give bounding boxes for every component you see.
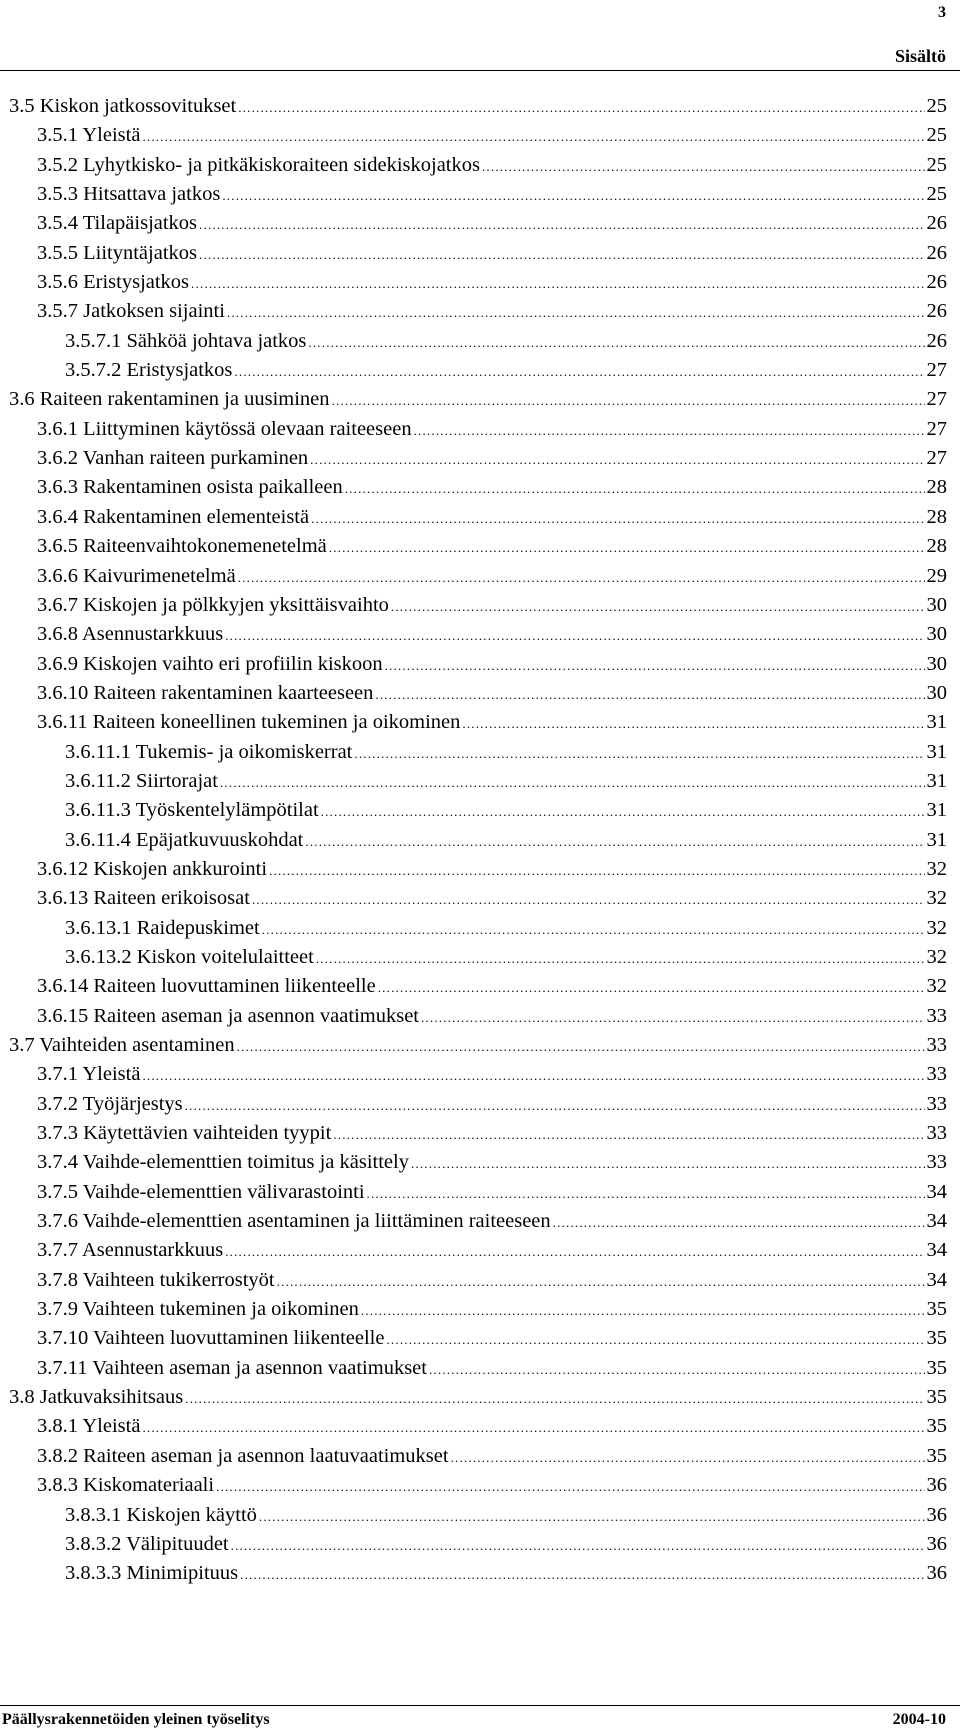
toc-entry-line bbox=[37, 503, 947, 533]
dot-leader bbox=[305, 827, 924, 856]
toc-entry-page: 30 bbox=[926, 681, 947, 704]
toc-entry-line bbox=[37, 1119, 947, 1149]
dot-leader bbox=[142, 1061, 924, 1090]
toc-entry[interactable] bbox=[0, 209, 960, 238]
dot-leader bbox=[345, 474, 925, 503]
dot-leader bbox=[234, 357, 924, 386]
toc-entry[interactable] bbox=[0, 356, 960, 385]
toc-entry-page: 30 bbox=[926, 593, 947, 616]
dot-leader bbox=[199, 240, 925, 269]
toc-entry-title: 3.8.2 Raiteen aseman ja asennon laatuvaatimukset bbox=[37, 1442, 449, 1471]
dot-leader bbox=[310, 445, 924, 474]
toc-entry-title: 3.6.12 Kiskojen ankkurointi bbox=[37, 855, 267, 884]
toc-entry-page: 32 bbox=[926, 857, 947, 880]
dot-leader bbox=[333, 1120, 924, 1149]
toc-entry-title: 3.7.7 Asennustarkkuus bbox=[37, 1236, 223, 1265]
toc-entry[interactable] bbox=[0, 415, 960, 444]
toc-entry-line bbox=[37, 415, 947, 445]
toc-entry[interactable] bbox=[0, 855, 960, 884]
dot-leader bbox=[316, 944, 925, 973]
dot-leader bbox=[142, 1413, 924, 1442]
toc-entry[interactable] bbox=[0, 767, 960, 796]
toc-entry-line bbox=[9, 1383, 947, 1413]
toc-entry-title: 3.7.3 Käytettävien vaihteiden tyypit bbox=[37, 1119, 331, 1148]
toc-entry-page: 30 bbox=[926, 652, 947, 675]
toc-entry[interactable] bbox=[0, 1471, 960, 1500]
section-title: Sisältö bbox=[894, 46, 946, 66]
toc-entry-title: 3.6.13 Raiteen erikoisosat bbox=[37, 884, 250, 913]
toc-entry-line bbox=[37, 1148, 947, 1178]
toc-entry-title: 3.8.1 Yleistä bbox=[37, 1412, 140, 1441]
toc-entry-line bbox=[37, 180, 947, 210]
toc-entry-title: 3.6.10 Raiteen rakentaminen kaarteeseen bbox=[37, 679, 373, 708]
toc-entry-line bbox=[9, 1031, 947, 1061]
toc-entry-page: 33 bbox=[926, 1151, 947, 1174]
toc-entry[interactable] bbox=[0, 1412, 960, 1441]
toc-entry-line bbox=[37, 650, 947, 680]
toc-entry-line bbox=[9, 92, 947, 122]
toc-entry-title: 3.5.7.2 Eristysjatkos bbox=[65, 356, 232, 385]
toc-entry-title: 3.7.11 Vaihteen aseman ja asennon vaatimukset bbox=[37, 1354, 427, 1383]
dot-leader bbox=[238, 563, 925, 592]
toc-entry-title: 3.7.9 Vaihteen tukeminen ja oikominen bbox=[37, 1295, 359, 1324]
toc-entry-page: 36 bbox=[926, 1503, 947, 1526]
toc-entry-line bbox=[37, 884, 947, 914]
toc-entry[interactable] bbox=[0, 884, 960, 913]
toc-entry-title: 3.5.7 Jatkoksen sijainti bbox=[37, 297, 225, 326]
toc-entry-page: 26 bbox=[926, 271, 947, 294]
toc-entry-title: 3.6.4 Rakentaminen elementeistä bbox=[37, 503, 309, 532]
dot-leader bbox=[225, 1237, 924, 1266]
toc-entry-page: 31 bbox=[926, 769, 947, 792]
toc-entry-title: 3.6.8 Asennustarkkuus bbox=[37, 620, 223, 649]
toc-entry-line bbox=[37, 239, 947, 269]
toc-entry-line bbox=[37, 562, 947, 592]
dot-leader bbox=[238, 93, 924, 122]
dot-leader bbox=[269, 856, 924, 885]
toc-entry-page: 30 bbox=[926, 623, 947, 646]
toc-entry-line bbox=[37, 151, 947, 181]
toc-entry-page: 35 bbox=[926, 1356, 947, 1379]
toc-entry-line bbox=[37, 1060, 947, 1090]
toc-entry-page: 28 bbox=[926, 476, 947, 499]
toc-entry-title: 3.6.6 Kaivurimenetelmä bbox=[37, 562, 236, 591]
toc-entry[interactable] bbox=[0, 1236, 960, 1265]
toc-entry-line bbox=[37, 1178, 947, 1208]
toc-entry-line bbox=[37, 1236, 947, 1266]
toc-entry[interactable] bbox=[0, 943, 960, 972]
toc-entry-line bbox=[37, 1324, 947, 1354]
toc-entry-title: 3.6.11.2 Siirtorajat bbox=[65, 767, 218, 796]
toc-entry[interactable] bbox=[0, 1207, 960, 1236]
dot-leader bbox=[385, 651, 925, 680]
toc-entry[interactable] bbox=[0, 1031, 960, 1060]
dot-leader bbox=[225, 621, 924, 650]
toc-entry-title: 3.5.6 Eristysjatkos bbox=[37, 268, 189, 297]
toc-entry-line bbox=[37, 297, 947, 327]
toc-entry[interactable] bbox=[0, 121, 960, 150]
toc-entry-title: 3.7.6 Vaihde-elementtien asentaminen ja liittäminen raiteeseen bbox=[37, 1207, 551, 1236]
dot-leader bbox=[222, 181, 924, 210]
dot-leader bbox=[429, 1355, 925, 1384]
toc-entry-page: 28 bbox=[926, 535, 947, 558]
toc-entry[interactable] bbox=[0, 796, 960, 825]
toc-entry-page: 27 bbox=[926, 388, 947, 411]
toc-entry-page: 34 bbox=[926, 1210, 947, 1233]
toc-entry[interactable] bbox=[0, 1148, 960, 1177]
toc-entry-page: 32 bbox=[926, 887, 947, 910]
toc-entry-title: 3.6.13.2 Kiskon voitelulaitteet bbox=[65, 943, 314, 972]
toc-entry-title: 3.7.2 Työjärjestys bbox=[37, 1090, 183, 1119]
dot-leader bbox=[462, 709, 924, 738]
toc-entry-page: 26 bbox=[926, 300, 947, 323]
toc-entry[interactable] bbox=[0, 1002, 960, 1031]
toc-entry-line bbox=[9, 385, 947, 415]
toc-entry-page: 32 bbox=[926, 916, 947, 939]
toc-entry[interactable] bbox=[0, 1559, 960, 1588]
toc-entry[interactable] bbox=[0, 620, 960, 649]
dot-leader bbox=[329, 533, 925, 562]
dot-leader bbox=[321, 797, 925, 826]
toc-entry-page: 33 bbox=[926, 1122, 947, 1145]
toc-entry-line bbox=[37, 1471, 947, 1501]
toc-entry-page: 26 bbox=[926, 329, 947, 352]
toc-entry-page: 25 bbox=[926, 183, 947, 206]
toc-entry-title: 3.6.13.1 Raidepuskimet bbox=[65, 914, 260, 943]
toc-entry-page: 27 bbox=[926, 417, 947, 440]
dot-leader bbox=[191, 269, 924, 298]
toc-entry-title: 3.6.11.1 Tukemis- ja oikomiskerrat bbox=[65, 738, 352, 767]
toc-entry[interactable] bbox=[0, 385, 960, 414]
toc-entry-line bbox=[37, 708, 947, 738]
toc-entry[interactable] bbox=[0, 650, 960, 679]
toc-entry-title: 3.5.3 Hitsattava jatkos bbox=[37, 180, 220, 209]
dot-leader bbox=[220, 768, 925, 797]
toc-entry-page: 27 bbox=[926, 359, 947, 382]
toc-entry-page: 26 bbox=[926, 241, 947, 264]
toc-entry[interactable] bbox=[0, 1295, 960, 1324]
toc-entry[interactable] bbox=[0, 591, 960, 620]
toc-entry-title: 3.7.8 Vaihteen tukikerrostyöt bbox=[37, 1266, 275, 1295]
toc-entry-line bbox=[65, 327, 947, 357]
toc-entry[interactable] bbox=[0, 1383, 960, 1412]
toc-entry[interactable] bbox=[0, 532, 960, 561]
toc-entry-line bbox=[37, 1354, 947, 1384]
dot-leader bbox=[227, 298, 925, 327]
toc-entry-page: 36 bbox=[926, 1562, 947, 1585]
toc-entry-title: 3.5.1 Yleistä bbox=[37, 121, 140, 150]
toc-entry-title: 3.5.4 Tilapäisjatkos bbox=[37, 209, 197, 238]
toc-entry-title: 3.5.2 Lyhytkisko- ja pitkäkiskoraiteen sidekiskojatkos bbox=[37, 151, 480, 180]
toc-entry[interactable] bbox=[0, 1090, 960, 1119]
toc-entry-line bbox=[37, 473, 947, 503]
toc-entry-page: 33 bbox=[926, 1092, 947, 1115]
toc-entry-title: 3.6.5 Raiteenvaihtokonemenetelmä bbox=[37, 532, 327, 561]
toc-entry[interactable] bbox=[0, 1119, 960, 1148]
dot-leader bbox=[262, 915, 925, 944]
toc-entry[interactable] bbox=[0, 151, 960, 180]
toc-entry-page: 27 bbox=[926, 447, 947, 470]
toc-entry-page: 31 bbox=[926, 828, 947, 851]
toc-entry[interactable] bbox=[0, 1324, 960, 1353]
toc-entry-page: 34 bbox=[926, 1180, 947, 1203]
dot-leader bbox=[142, 122, 924, 151]
toc-entry-page: 35 bbox=[926, 1444, 947, 1467]
toc-entry-title: 3.7 Vaihteiden asentaminen bbox=[9, 1031, 235, 1060]
dot-leader bbox=[375, 680, 924, 709]
dot-leader bbox=[277, 1267, 925, 1296]
toc-entry-line bbox=[65, 943, 947, 973]
toc-entry-line bbox=[37, 972, 947, 1002]
toc-entry-line bbox=[37, 679, 947, 709]
toc-entry-line bbox=[37, 591, 947, 621]
toc-entry[interactable] bbox=[0, 738, 960, 767]
toc-entry-line bbox=[65, 356, 947, 386]
toc-entry-line bbox=[37, 268, 947, 298]
toc-entry-title: 3.8 Jatkuvaksihitsaus bbox=[9, 1383, 183, 1412]
toc-entry-line bbox=[65, 738, 947, 768]
toc-entry-page: 25 bbox=[926, 124, 947, 147]
toc-entry-title: 3.6.3 Rakentaminen osista paikalleen bbox=[37, 473, 343, 502]
toc-entry[interactable] bbox=[0, 1530, 960, 1559]
toc-entry-title: 3.6.11.3 Työskentelylämpötilat bbox=[65, 796, 319, 825]
toc-entry-page: 31 bbox=[926, 740, 947, 763]
toc-entry-title: 3.6.2 Vanhan raiteen purkaminen bbox=[37, 444, 308, 473]
header-divider bbox=[0, 70, 960, 71]
page-number: 3 bbox=[938, 4, 946, 21]
toc-entry[interactable] bbox=[0, 473, 960, 502]
toc-entry-page: 36 bbox=[926, 1474, 947, 1497]
toc-entry-line bbox=[37, 1207, 947, 1237]
toc-entry[interactable] bbox=[0, 708, 960, 737]
toc-entry-title: 3.6.14 Raiteen luovuttaminen liikenteelle bbox=[37, 972, 376, 1001]
dot-leader bbox=[240, 1560, 924, 1589]
toc-entry-title: 3.8.3.2 Välipituudet bbox=[65, 1530, 229, 1559]
toc-entry-line bbox=[37, 1442, 947, 1472]
toc-entry-title: 3.7.5 Vaihde-elementtien välivarastointi bbox=[37, 1178, 365, 1207]
toc-entry-title: 3.7.10 Vaihteen luovuttaminen liikenteelle bbox=[37, 1324, 384, 1353]
toc-entry[interactable] bbox=[0, 268, 960, 297]
toc-entry[interactable] bbox=[0, 679, 960, 708]
toc-entry-line bbox=[37, 1295, 947, 1325]
toc-entry-line bbox=[37, 444, 947, 474]
toc-entry[interactable] bbox=[0, 92, 960, 121]
dot-leader bbox=[231, 1531, 925, 1560]
toc-entry-page: 26 bbox=[926, 212, 947, 235]
dot-leader bbox=[311, 504, 924, 533]
toc-entry-line bbox=[37, 855, 947, 885]
table-of-contents bbox=[0, 92, 960, 1589]
toc-entry[interactable] bbox=[0, 914, 960, 943]
toc-entry-page: 29 bbox=[926, 564, 947, 587]
toc-entry-title: 3.6.7 Kiskojen ja pölkkyjen yksittäisvaihto bbox=[37, 591, 389, 620]
toc-entry-title: 3.6.11 Raiteen koneellinen tukeminen ja oikominen bbox=[37, 708, 460, 737]
toc-entry[interactable] bbox=[0, 180, 960, 209]
toc-entry[interactable] bbox=[0, 826, 960, 855]
toc-entry-page: 34 bbox=[926, 1268, 947, 1291]
dot-leader bbox=[361, 1296, 925, 1325]
toc-entry-page: 28 bbox=[926, 505, 947, 528]
toc-entry-title: 3.5 Kiskon jatkossovitukset bbox=[9, 92, 236, 121]
toc-entry-line bbox=[37, 121, 947, 151]
toc-entry-title: 3.6.9 Kiskojen vaihto eri profiilin kiskoon bbox=[37, 650, 383, 679]
dot-leader bbox=[199, 210, 924, 239]
toc-entry-line bbox=[65, 1559, 947, 1589]
dot-leader bbox=[354, 739, 924, 768]
toc-entry-line bbox=[65, 1501, 947, 1531]
toc-entry-page: 33 bbox=[926, 1063, 947, 1086]
toc-entry-page: 35 bbox=[926, 1386, 947, 1409]
dot-leader bbox=[378, 973, 925, 1002]
toc-entry[interactable] bbox=[0, 1266, 960, 1295]
toc-entry-line bbox=[37, 532, 947, 562]
toc-entry-title: 3.7.1 Yleistä bbox=[37, 1060, 140, 1089]
toc-entry[interactable] bbox=[0, 972, 960, 1001]
toc-entry[interactable] bbox=[0, 239, 960, 268]
toc-entry-page: 31 bbox=[926, 711, 947, 734]
toc-entry-title: 3.5.5 Liityntäjatkos bbox=[37, 239, 197, 268]
toc-entry[interactable] bbox=[0, 1060, 960, 1089]
toc-entry-page: 31 bbox=[926, 799, 947, 822]
toc-entry-title: 3.8.3 Kiskomateriaali bbox=[37, 1471, 214, 1500]
toc-entry-title: 3.5.7.1 Sähköä johtava jatkos bbox=[65, 327, 306, 356]
dot-leader bbox=[237, 1032, 925, 1061]
toc-entry-page: 35 bbox=[926, 1415, 947, 1438]
toc-entry-page: 35 bbox=[926, 1298, 947, 1321]
toc-entry-page: 33 bbox=[926, 1034, 947, 1056]
toc-entry-line bbox=[65, 914, 947, 944]
toc-entry-line bbox=[37, 1002, 947, 1032]
toc-entry-line bbox=[65, 826, 947, 856]
dot-leader bbox=[411, 1149, 925, 1178]
toc-entry[interactable] bbox=[0, 503, 960, 532]
toc-entry-title: 3.6.15 Raiteen aseman ja asennon vaatimukset bbox=[37, 1002, 419, 1031]
toc-entry[interactable] bbox=[0, 562, 960, 591]
dot-leader bbox=[259, 1502, 925, 1531]
toc-entry-line bbox=[37, 620, 947, 650]
toc-entry-page: 34 bbox=[926, 1239, 947, 1262]
toc-entry-page: 25 bbox=[926, 153, 947, 176]
dot-leader bbox=[367, 1179, 925, 1208]
dot-leader bbox=[482, 152, 925, 181]
document-title: Päällysrakennetöiden yleinen työselitys bbox=[2, 1711, 270, 1728]
toc-entry-line bbox=[37, 1090, 947, 1120]
toc-entry-title: 3.6.1 Liittyminen käytössä olevaan raiteeseen bbox=[37, 415, 412, 444]
dot-leader bbox=[216, 1472, 924, 1501]
toc-entry[interactable] bbox=[0, 327, 960, 356]
toc-entry-title: 3.7.4 Vaihde-elementtien toimitus ja käsittely bbox=[37, 1148, 409, 1177]
dot-leader bbox=[451, 1443, 925, 1472]
toc-entry-title: 3.8.3.3 Minimipituus bbox=[65, 1559, 238, 1588]
toc-entry[interactable] bbox=[0, 297, 960, 326]
toc-entry-line bbox=[65, 767, 947, 797]
dot-leader bbox=[332, 386, 925, 415]
toc-entry[interactable] bbox=[0, 1442, 960, 1471]
toc-entry[interactable] bbox=[0, 1178, 960, 1207]
dot-leader bbox=[308, 328, 924, 357]
toc-entry-page: 36 bbox=[926, 1532, 947, 1555]
toc-entry[interactable] bbox=[0, 1501, 960, 1530]
dot-leader bbox=[185, 1091, 925, 1120]
toc-entry-line bbox=[37, 1266, 947, 1296]
dot-leader bbox=[391, 592, 925, 621]
footer-divider bbox=[0, 1705, 960, 1706]
dot-leader bbox=[252, 885, 925, 914]
toc-entry-line bbox=[65, 796, 947, 826]
toc-entry-page: 32 bbox=[926, 945, 947, 968]
document-date: 2004-10 bbox=[892, 1711, 946, 1728]
toc-entry-line bbox=[37, 1412, 947, 1442]
dot-leader bbox=[553, 1208, 925, 1237]
toc-entry[interactable] bbox=[0, 1354, 960, 1383]
toc-entry-title: 3.6 Raiteen rakentaminen ja uusiminen bbox=[9, 385, 330, 414]
toc-entry-page: 32 bbox=[926, 975, 947, 998]
toc-entry-page: 25 bbox=[926, 95, 947, 117]
toc-entry-title: 3.8.3.1 Kiskojen käyttö bbox=[65, 1501, 257, 1530]
dot-leader bbox=[414, 416, 925, 445]
toc-entry-line bbox=[65, 1530, 947, 1560]
dot-leader bbox=[185, 1384, 924, 1413]
toc-entry-page: 33 bbox=[926, 1004, 947, 1027]
toc-entry-page: 35 bbox=[926, 1327, 947, 1350]
toc-entry-title: 3.6.11.4 Epäjatkuvuuskohdat bbox=[65, 826, 303, 855]
toc-entry[interactable] bbox=[0, 444, 960, 473]
dot-leader bbox=[421, 1003, 925, 1032]
dot-leader bbox=[386, 1325, 924, 1354]
toc-entry-line bbox=[37, 209, 947, 239]
